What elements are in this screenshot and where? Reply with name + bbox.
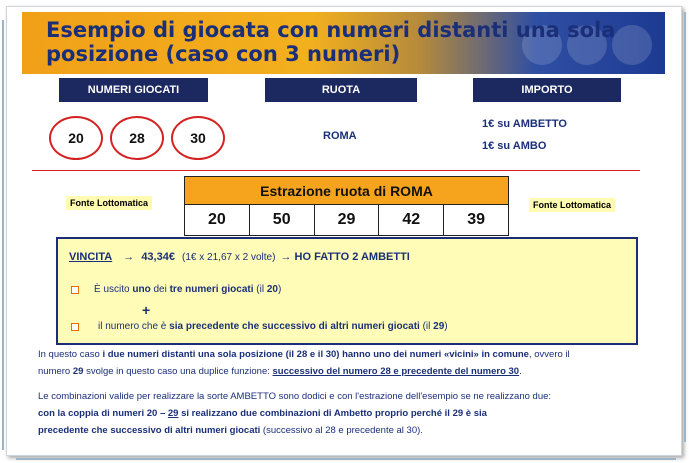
- win-line: [69, 251, 410, 263]
- source-label-right: Fonte Lottomatica: [529, 198, 615, 212]
- played-number: 28: [110, 116, 164, 160]
- win-result: HO FATTO 2 AMBETTI: [294, 251, 410, 263]
- drawn-number: 50: [250, 205, 315, 235]
- plus-sign: +: [142, 302, 151, 318]
- win-box: [56, 237, 638, 345]
- title-banner: [22, 12, 665, 74]
- win-amount: 43,34€: [141, 251, 175, 263]
- header-importo: IMPORTO: [473, 78, 621, 102]
- played-number: 20: [49, 116, 103, 160]
- header-numeri-giocati: NUMERI GIOCATI: [59, 78, 208, 102]
- drawn-number: 39: [467, 211, 485, 228]
- drawn-number: 42: [379, 205, 444, 235]
- draw-title: Estrazione ruota di ROMA: [185, 177, 508, 205]
- vincita-label: VINCITA: [69, 251, 113, 263]
- win-detail-2: il numero che è sia precedente che successivo di altri numeri giocati (il 29): [98, 321, 448, 332]
- win-detail-1: È uscito uno dei tre numeri giocati (il 20): [94, 284, 282, 295]
- win-calc: (1€ x 21,67 x 2 volte): [182, 252, 276, 263]
- header-ruota: RUOTA: [265, 78, 417, 102]
- ruota-value: ROMA: [323, 130, 357, 142]
- arrow-right-icon: →: [123, 251, 135, 263]
- source-label-left: Fonte Lottomatica: [66, 196, 152, 210]
- title-line-1: Esempio di giocata con numeri distanti una sola: [46, 18, 616, 42]
- explanation-paragraph-1: In questo caso i due numeri distanti una sola posizione (il 28 e il 30) hanno uno dei numeri «vicini» in comune, ovvero il numero 29 svolge in questo caso una duplice funzione: successivo del numero 28 e precedente del numero 30.: [38, 349, 570, 377]
- arrow-right-icon: →: [280, 251, 292, 263]
- drawn-number: 29: [315, 205, 380, 235]
- divider: [32, 170, 640, 171]
- decorative-frame-line: [684, 12, 686, 442]
- decorative-frame-line: [2, 20, 4, 450]
- importo-ambetto: 1€ su AMBETTO: [482, 118, 567, 130]
- bullet-icon: [71, 323, 79, 331]
- played-number: 30: [171, 116, 225, 160]
- decorative-frame-line: [16, 458, 676, 460]
- explanation-paragraph-2: Le combinazioni valide per realizzare la sorte AMBETTO sono dodici e con l'estrazione dell'esempio se ne realizzano due: con la coppia di numeri 20 – 29 si realizzano due combinazioni di Ambetto proprio perché il 29 è sia precedente che successivo di altri numeri giocati (successivo al 28 e precedente al 30).: [38, 391, 552, 436]
- importo-ambo: 1€ su AMBO: [482, 140, 547, 152]
- draw-table: [184, 176, 509, 236]
- bullet-icon: [71, 286, 79, 294]
- slide-title: [46, 18, 615, 66]
- title-line-2: posizione (caso con 3 numeri): [46, 42, 401, 66]
- drawn-number: 20: [185, 205, 250, 235]
